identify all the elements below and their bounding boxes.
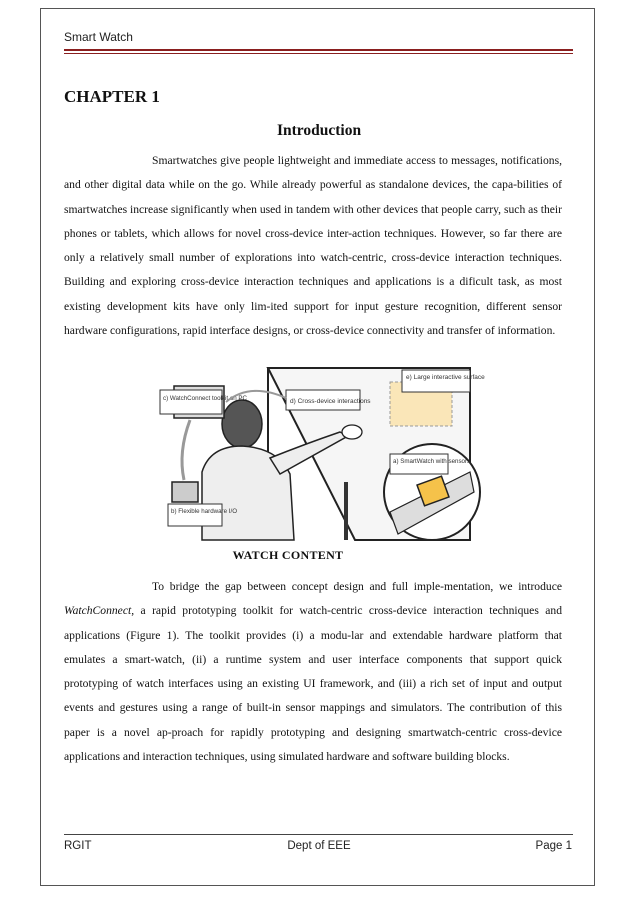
footer-left: RGIT (64, 840, 92, 852)
hardware-io-icon (172, 482, 198, 502)
label-smartwatch: a) SmartWatch with sensors (393, 458, 471, 465)
paragraph-2 (64, 575, 562, 769)
header-rule-thick (64, 49, 573, 51)
footer-center: Dept of EEE (287, 840, 351, 852)
paragraph-2-emph: WatchConnect (64, 604, 132, 618)
figure-caption: WATCH CONTENT (232, 548, 344, 562)
paragraph-1 (64, 149, 562, 343)
footer-rule (64, 834, 573, 835)
label-hardware-io: b) Flexible hardware I/O (171, 508, 238, 515)
header-rule-thin (64, 53, 573, 54)
paragraph-2-before: To bridge the gap between concept design and full imple-mentation, we introduce (152, 580, 562, 593)
section-title: Introduction (276, 122, 362, 139)
person-head-icon (222, 400, 262, 448)
paragraph-2-after: , a rapid prototyping toolkit for watch-centric cross-device interaction techniques and applications (Figure 1). The toolkit provides (i) a modu-lar and extendable hardware platform that emulates a smart-watch, (ii) a runtime system and user interface components that support quick prototyping of watch interfaces using an existing UI framework, and (iii) a rich set of input and output events and gestures using a range of built-in sensor mappings and simulators. The contribution of this paper is a novel ap-proach for rapidly prototyping and designing smartwatch-centric cross-device applications and interaction techniques, using simulated hardware and software building blocks. (64, 604, 562, 764)
chapter-heading: CHAPTER 1 (64, 87, 160, 106)
running-header: Smart Watch (64, 30, 133, 44)
label-large-surface: e) Large interactive surface (406, 374, 485, 381)
paragraph-1-text: Smartwatches give people lightweight and immediate access to messages, notifications, and other digital data while on the go. While already powerful as standalone devices, the capa-bilities of smartwatches increase significantly when used in tandem with other devices that people carry, such as their phones or tablets, which allows for novel cross-device inter-action techniques. However, so far there are only a relatively small number of explorations into watch-centric, cross-device interaction techniques. Building and exploring cross-device interaction techniques and applications is a dificult task, as most existing development kits have only lim-ited support for input gesture recognition, different sensor hardware configurations, rapid interface designs, or cross-device connectivity and transfer of information. (64, 154, 562, 338)
label-cross-device: d) Cross-device interactions (290, 398, 371, 405)
label-toolkit-pc: c) WatchConnect toolkit on PC (163, 395, 248, 402)
watchconnect-figure (140, 362, 485, 542)
footer-page-number: Page 1 (535, 840, 572, 852)
